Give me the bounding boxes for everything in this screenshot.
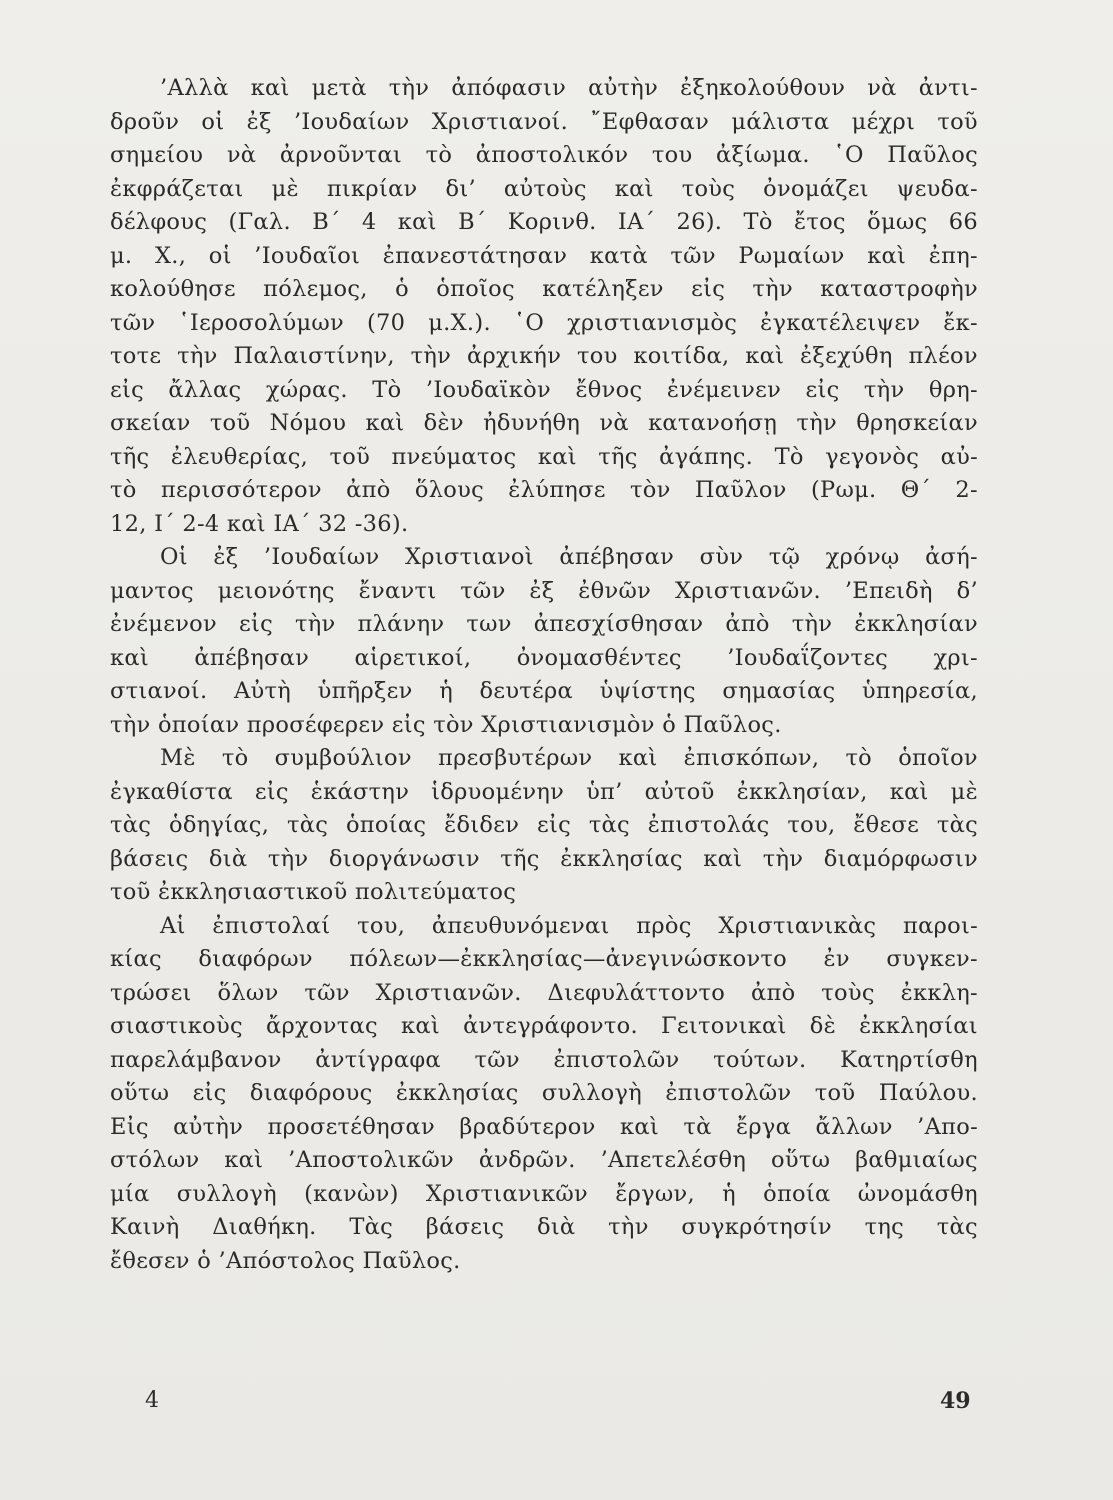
text-line: Μὲ τὸ συμβούλιον πρεσβυτέρων καὶ ἐπισκόπων, τὸ ὁποῖον bbox=[160, 745, 978, 771]
text-line: βάσεις διὰ τὴν διοργάνωσιν τῆς ἐκκλησίας καὶ τὴν διαμόρφωσιν bbox=[110, 845, 978, 872]
text-line: ἐγκαθίστα εἰς ἑκάστην ἱδρυομένην ὑπ’ αὐτοῦ ἐκκλησίαν, καὶ μὲ bbox=[110, 778, 978, 805]
text-line: Καινὴ Διαθήκη. Τὰς βάσεις διὰ τὴν συγκρότησίν της τὰς bbox=[110, 1214, 978, 1240]
text-line: τοῦ ἐκκλησιαστικοῦ πολιτεύματος bbox=[110, 879, 517, 905]
text-line: Εἰς αὐτὴν προσετέθησαν βραδύτερον καὶ τὰ ἔργα ἄλλων ’Απο- bbox=[110, 1113, 978, 1140]
signature-mark: 4 bbox=[145, 1388, 159, 1413]
text-line: οὕτω εἰς διαφόρους ἐκκλησίας συλλογὴ ἐπιστολῶν τοῦ Παύλου. bbox=[110, 1080, 978, 1106]
text-line: ’Αλλὰ καὶ μετὰ τὴν ἀπόφασιν αὐτὴν ἐξηκολούθουν νὰ ἀντι- bbox=[160, 75, 978, 101]
text-line: παρελάμβανον ἀντίγραφα τῶν ἐπιστολῶν τούτων. Κατηρτίσθη bbox=[110, 1046, 978, 1073]
text-line: τὴν ὁποίαν προσέφερεν εἰς τὸν Χριστιανισμὸν ὁ Παῦλος. bbox=[110, 711, 782, 738]
text-line: καὶ ἀπέβησαν αἱρετικοί, ὀνομασθέντες ’Ιουδαΐζοντες χρι- bbox=[110, 644, 978, 671]
text-line: δροῦν οἱ ἐξ ’Ιουδαίων Χριστιανοί. ῎Εφθασαν μάλιστα μέχρι τοῦ bbox=[110, 108, 978, 135]
text-line: ἐκφράζεται μὲ πικρίαν δι’ αὐτοὺς καὶ τοὺς ὀνομάζει ψευδα- bbox=[110, 175, 978, 202]
text-line: Αἱ ἐπιστολαί του, ἀπευθυνόμεναι πρὸς Χριστιανικὰς παροι- bbox=[160, 912, 978, 939]
text-line: τοτε τὴν Παλαιστίνην, τὴν ἀρχικήν του κοιτίδα, καὶ ἐξεχύθη πλέον bbox=[110, 343, 978, 369]
text-line: κολούθησε πόλεμος, ὁ ὁποῖος κατέληξεν εἰς τὴν καταστροφὴν bbox=[110, 276, 978, 302]
text-line: τὸ περισσότερον ἀπὸ ὅλους ἐλύπησε τὸν Παῦλον (Ρωμ. Θ΄ 2- bbox=[110, 477, 978, 503]
text-line: Οἱ ἐξ ’Ιουδαίων Χριστιανοὶ ἀπέβησαν σὺν τῷ χρόνῳ ἀσή- bbox=[160, 544, 978, 570]
text-line: τὰς ὁδηγίας, τὰς ὁποίας ἔδιδεν εἰς τὰς ἐπιστολάς του, ἔθεσε τὰς bbox=[110, 812, 978, 838]
text-line: σημείου νὰ ἀρνοῦνται τὸ ἀποστολικόν του ἀξίωμα. ῾Ο Παῦλος bbox=[110, 142, 978, 168]
text-line: δέλφους (Γαλ. Β΄ 4 καὶ Β΄ Κορινθ. ΙΑ΄ 26). Τὸ ἔτος ὅμως 66 bbox=[110, 209, 978, 235]
text-line: σκείαν τοῦ Νόμου καὶ δὲν ἠδυνήθη νὰ κατανοήσῃ τὴν θρησκείαν bbox=[110, 410, 978, 436]
text-line: τρώσει ὅλων τῶν Χριστιανῶν. Διεφυλάττοντο ἀπὸ τοὺς ἐκκλη- bbox=[110, 979, 978, 1006]
text-line: μία συλλογὴ (κανὼν) Χριστιανικῶν ἔργων, ἡ ὁποία ὠνομάσθη bbox=[110, 1180, 978, 1207]
page-number: 49 bbox=[940, 1388, 971, 1414]
body-text bbox=[110, 72, 978, 1278]
text-line: εἰς ἄλλας χώρας. Τὸ ’Ιουδαϊκὸν ἔθνος ἐνέμεινεν εἰς τὴν θρη- bbox=[110, 376, 978, 403]
text-line: σιαστικοὺς ἄρχοντας καὶ ἀντεγράφοντο. Γειτονικαὶ δὲ ἐκκλησίαι bbox=[110, 1013, 978, 1039]
text-line: μ. Χ., οἱ ’Ιουδαῖοι ἐπανεστάτησαν κατὰ τῶν Ρωμαίων καὶ ἐπη- bbox=[110, 242, 978, 269]
text-line: στιανοί. Αὐτὴ ὑπῆρξεν ἡ δευτέρα ὑψίστης σημασίας ὑπηρεσία, bbox=[110, 678, 978, 704]
text-line: τῆς ἐλευθερίας, τοῦ πνεύματος καὶ τῆς ἀγάπης. Τὸ γεγονὸς αὐ- bbox=[110, 443, 978, 470]
text-line: 12, Ι΄ 2-4 καὶ ΙΑ΄ 32 -36). bbox=[110, 510, 409, 537]
text-line: κίας διαφόρων πόλεων—ἐκκλησίας—ἀνεγινώσκοντο ἐν συγκεν- bbox=[110, 946, 978, 972]
text-line: τῶν ῾Ιεροσολύμων (70 μ.Χ.). ῾Ο χριστιανισμὸς ἐγκατέλειψεν ἔκ- bbox=[110, 309, 978, 336]
text-line: ἐνέμενον εἰς τὴν πλάνην των ἀπεσχίσθησαν ἀπὸ τὴν ἐκκλησίαν bbox=[110, 611, 978, 637]
text-line: μαντος μειονότης ἔναντι τῶν ἐξ ἐθνῶν Χριστιανῶν. ’Επειδὴ δ’ bbox=[110, 577, 978, 604]
text-line: στόλων καὶ ’Αποστολικῶν ἀνδρῶν. ’Απετελέσθη οὕτω βαθμιαίως bbox=[110, 1147, 978, 1173]
text-line: ἔθεσεν ὁ ’Απόστολος Παῦλος. bbox=[110, 1247, 461, 1274]
